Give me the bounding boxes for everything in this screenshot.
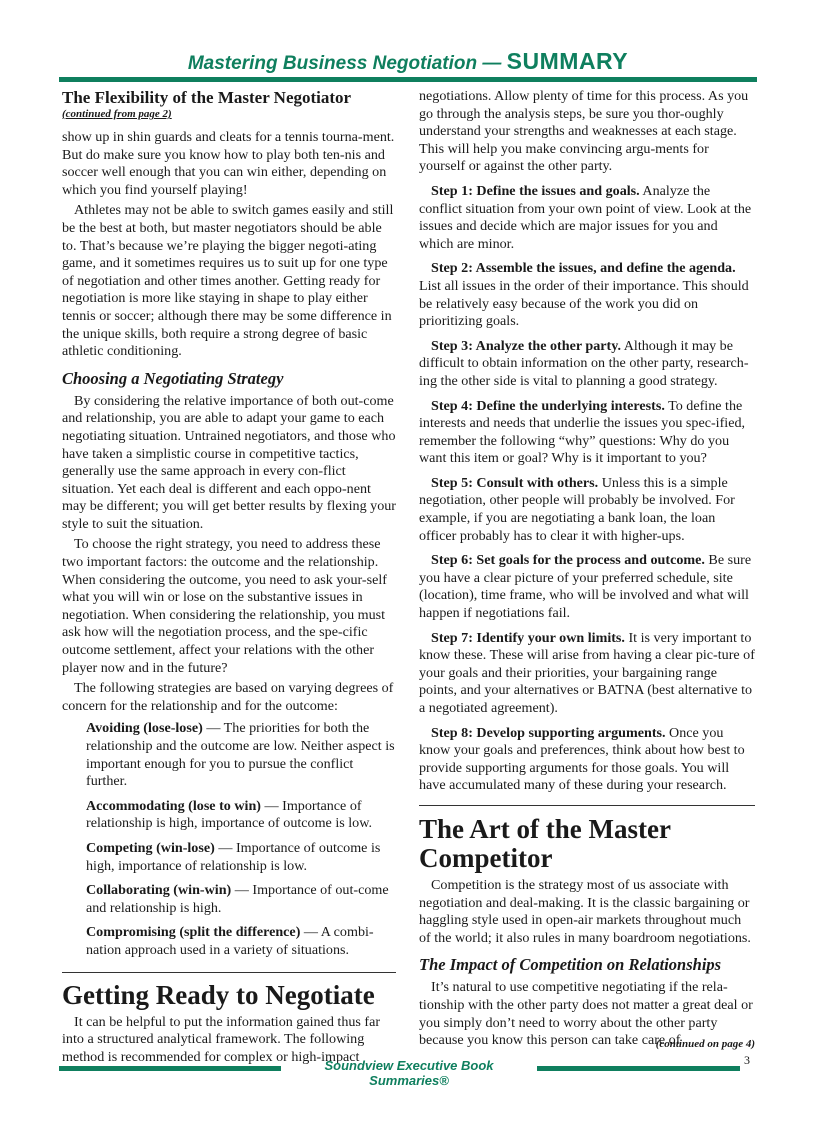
footer-bar-right [537, 1066, 740, 1071]
section-title-master-competitor [419, 815, 755, 873]
analysis-step [419, 338, 755, 391]
paragraph: Competition is the strategy most of us associate with negotiation and deal-making. It is the classic bargaining or haggling style used in open-air markets throughout much of the world; it also rules in many boardroom negotiations. [419, 876, 751, 946]
page-header-title [0, 48, 816, 75]
strategy-term: Collaborating (win-win) [86, 882, 232, 899]
right-column [419, 88, 755, 1053]
left-column [62, 88, 396, 1069]
analysis-step [419, 260, 755, 330]
subheading-impact-competition: The Impact of Competition on Relationships [419, 955, 722, 975]
step-label: Step 5: Consult with others. [431, 474, 599, 491]
strategy-description: — The priorities for both the relationship and the outcome are low. Neither aspect is important enough for you to pursue the conflict further. [86, 720, 395, 790]
paragraph: By considering the relative importance of both out-come and relationship, you are able to adapt your game to each negotiating situation. Untrained negotiators, and those who have taken a simplistic course in competitive tactics, generally use the same approach in every con-flict situation. Yet each deal is different and each oppo-nent may be different; you will get better results by flexing your style to suit the situation. [62, 392, 396, 532]
step-text: It is very important to know these. These will arise from having a clear pic-ture of your goals and their priorities, your bargaining range points, and your alternatives or BATNA (best alternative to a negotiated agreement). [419, 629, 755, 716]
section-divider [62, 972, 396, 973]
step-text: Analyze the conflict situation from your own point of view. Look at the issues and decide which are major issues for you and which are minor. [419, 182, 752, 252]
step-label: Step 6: Set goals for the process and outcome. [431, 552, 705, 569]
header-title-text: Mastering Business Negotiation — [187, 53, 502, 74]
strategy-term: Accommodating (lose to win) [86, 797, 261, 814]
paragraph: It can be helpful to put the information gained thus far into a structured analytical framework. The following method is recommended for complex or high-impact [62, 1013, 381, 1065]
section-divider [419, 805, 755, 806]
step-label: Step 1: Define the issues and goals. [431, 182, 640, 199]
step-label: Step 8: Develop supporting arguments. [431, 724, 666, 741]
step-label: Step 3: Analyze the other party. [431, 337, 621, 354]
page-footer [0, 1053, 816, 1088]
step-text: To define the interests and needs that underlie the issues you spec-ified, remember the following “why” questions: Why do you want this item or goal? Why is it important to you? [419, 397, 746, 467]
step-text: Once you know your goals and preferences, think about how best to provide supporting arguments for those goals. You will have accumulated many of these during your research. [419, 724, 745, 794]
strategy-item [86, 882, 396, 917]
strategy-term: Compromising (split the difference) [86, 924, 301, 941]
continued-on-note: (continued on page 4) [655, 1038, 755, 1050]
paragraph: show up in shin guards and cleats for a tennis tourna-ment. But do make sure you know how to play both ten-nis and soccer well enough that you can win either, depending on which you find yourself playing! [62, 129, 395, 198]
step-label: Step 2: Assemble the issues, and define the agenda. [431, 260, 736, 277]
paragraph: Athletes may not be able to switch games easily and still be the best at both, but master negotiators should be able to. That’s because we’re playing the bigger negoti-ating game, and it sometimes requires us to suit up for one type of negotiation and other times another. Getting ready for negotiation is more like staying in shape to play either tennis or soccer; although there may be some difference in the unique skills, both require a strong degree of basic athletic conditioning. [62, 202, 394, 360]
strategy-description: — Importance of outcome is high, importance of relationship is low. [86, 839, 381, 874]
step-label: Step 4: Define the underlying interests. [431, 397, 665, 414]
paragraph: The following strategies are based on varying degrees of concern for the relationship and for the outcome: [62, 680, 394, 714]
step-text: Unless this is a simple negotiation, other people will probably be involved. For example, if you are negotiating a bank loan, the loan officer probably has to clear it with higher-ups. [419, 474, 735, 544]
paragraph: negotiations. Allow plenty of time for this process. As you go through the analysis steps, be sure you thor-oughly understand your strengths and weaknesses at each stage. This will help you make convincing argu-ments for yourself or against the other party. [419, 88, 749, 175]
step-text: Be sure you have a clear picture of your preferred schedule, site (location), time frame, who will be involved and what will happen if negotiations fail. [419, 552, 752, 622]
strategy-description: — Importance of relationship is high, importance of outcome is low. [86, 797, 372, 832]
page-number: 3 [744, 1053, 750, 1067]
footer-bar-left [59, 1066, 281, 1071]
analysis-step [419, 630, 755, 718]
analysis-step [419, 475, 755, 545]
analysis-step [419, 725, 755, 795]
strategy-description: — Importance of out-come and relationship is high. [86, 882, 389, 916]
strategy-item [86, 924, 396, 959]
strategy-item [86, 840, 396, 875]
header-summary-label: SUMMARY [506, 48, 629, 74]
strategy-description: — A combi-nation approach used in a variety of situations. [86, 924, 374, 958]
section-title-flexibility: The Flexibility of the Master Negotiator [62, 88, 352, 107]
strategy-term: Avoiding (lose-lose) [86, 720, 203, 737]
section-title-getting-ready: Getting Ready to Negotiate [62, 979, 375, 1010]
continued-from-note: (continued from page 2) [62, 108, 172, 120]
footer-publisher: Soundview Executive Book Summaries® [324, 1058, 494, 1088]
title-line: The Art of the Master [419, 813, 671, 844]
title-line: Competitor [419, 842, 553, 873]
step-label: Step 7: Identify your own limits. [431, 629, 625, 646]
analysis-step [419, 552, 755, 622]
strategy-item [86, 720, 396, 790]
analysis-step [419, 183, 755, 253]
paragraph: It’s natural to use competitive negotiating if the rela-tionship with the other party does not matter a great deal or you simply don’t need to worry about the other party because you know this person can take care of [419, 979, 753, 1049]
step-text: Although it may be difficult to obtain information on the other party, research-ing the other side is vital to planning a good strategy. [419, 337, 749, 389]
header-divider [59, 77, 757, 82]
strategy-item [86, 798, 396, 833]
step-text: List all issues in the order of their importance. This should be relatively easy because of the work you did on prioritizing goals. [419, 277, 749, 330]
analysis-step [419, 398, 755, 468]
strategy-term: Competing (win-lose) [86, 839, 215, 856]
subheading-negotiating-strategy: Choosing a Negotiating Strategy [62, 368, 284, 388]
paragraph: To choose the right strategy, you need to address these two important factors: the outcome and the relationship. When considering the outcome, you need to ask your-self what you will win or lose on the substantive issues in negotiation. When considering the relationship, you must ask how will the negotiation process, and the spe-cific outcome settlement, affect your relations with the other player now and in the future? [62, 536, 387, 676]
